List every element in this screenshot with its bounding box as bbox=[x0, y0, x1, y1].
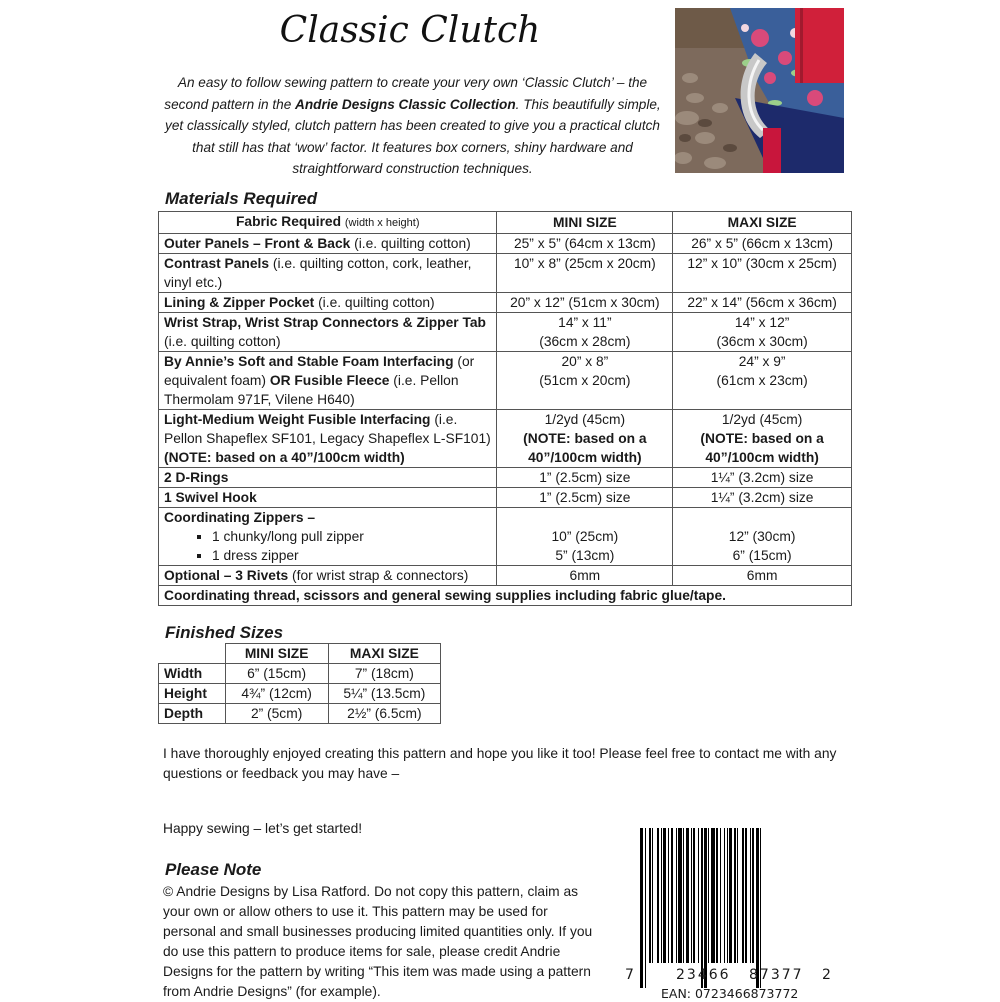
mini-value-line: 20” x 8” bbox=[561, 354, 609, 369]
fabric-required-header bbox=[159, 212, 497, 234]
material-name: 1 Swivel Hook bbox=[164, 490, 257, 505]
maxi-value: 1¼” (3.2cm) size bbox=[673, 488, 852, 508]
mini-value: 6” (15cm) bbox=[225, 664, 328, 684]
table-row bbox=[159, 684, 441, 704]
mini-value bbox=[497, 410, 673, 468]
material-description bbox=[159, 293, 497, 313]
finished-sizes-heading: Finished Sizes bbox=[165, 623, 284, 642]
mini-value-line: 5” (13cm) bbox=[555, 548, 615, 563]
mini-value-line: (36cm x 28cm) bbox=[539, 334, 631, 349]
material-description bbox=[159, 468, 497, 488]
material-name: 2 D-Rings bbox=[164, 470, 229, 485]
materials-header-row bbox=[159, 212, 852, 234]
table-row bbox=[159, 566, 852, 586]
barcode-icon bbox=[638, 828, 840, 988]
maxi-value: 12” x 10” (30cm x 25cm) bbox=[673, 254, 852, 293]
mini-value-line: 1/2yd (45cm) bbox=[544, 412, 626, 427]
list-item: ▪ 1 chunky/long pull zipper bbox=[212, 527, 491, 546]
list-item: ▪ 1 dress zipper bbox=[212, 546, 491, 565]
maxi-value: 6mm bbox=[673, 566, 852, 586]
happy-sewing-line: Happy sewing – let’s get started! bbox=[163, 821, 363, 836]
materials-table bbox=[158, 211, 852, 606]
material-name: Contrast Panels bbox=[164, 256, 270, 271]
intro-text-2: . This beautifully simple, yet classically styled, clutch pattern has been created to give you a practical clutch that still has that ‘wow’ factor. It features box corners, shiny hardware and straightforward construction techniques. bbox=[165, 96, 661, 176]
material-note: (for wrist strap & connectors) bbox=[288, 568, 469, 583]
material-description bbox=[159, 566, 497, 586]
table-row bbox=[159, 468, 852, 488]
mini-size-header: MINI SIZE bbox=[225, 644, 328, 664]
mini-value: 25” x 5” (64cm x 13cm) bbox=[497, 234, 673, 254]
maxi-value: 2½” (6.5cm) bbox=[328, 704, 440, 724]
dimension-label: Width bbox=[159, 664, 226, 684]
mini-value bbox=[497, 508, 673, 566]
maxi-value bbox=[673, 508, 852, 566]
maxi-width-note: (NOTE: based on a 40”/100cm width) bbox=[700, 431, 824, 465]
table-row bbox=[159, 313, 852, 352]
maxi-value: 5¼” (13.5cm) bbox=[328, 684, 440, 704]
maxi-value-line: (36cm x 30cm) bbox=[716, 334, 808, 349]
finished-header-row bbox=[159, 644, 441, 664]
copyright-note: © Andrie Designs by Lisa Ratford. Do not copy this pattern, claim as your own or allow others to use it. This pattern may be used for personal and small businesses producing limited quantities only. If you do use this pattern to produce items for sale, please credit Andrie Designs for the pattern by writing “This item was made using a pattern from Andrie Designs” (for example). bbox=[163, 884, 593, 999]
maxi-size-header: MAXI SIZE bbox=[673, 212, 852, 234]
mini-value: 1” (2.5cm) size bbox=[497, 468, 673, 488]
finished-sizes-table bbox=[158, 643, 441, 724]
materials-heading: Materials Required bbox=[165, 189, 318, 208]
mini-value: 6mm bbox=[497, 566, 673, 586]
intro-collection-name: Andrie Designs Classic Collection bbox=[295, 96, 516, 112]
barcode-digits-group-1: 23466 bbox=[676, 967, 731, 983]
please-note-heading: Please Note bbox=[165, 860, 262, 879]
barcode-digit-left: 7 bbox=[625, 967, 634, 983]
material-description bbox=[159, 508, 497, 566]
table-row bbox=[159, 488, 852, 508]
material-width-note: (NOTE: based on a 40”/100cm width) bbox=[164, 450, 405, 465]
table-row bbox=[159, 508, 852, 566]
page-title: Classic Clutch bbox=[279, 10, 541, 51]
mini-value-line: 14” x 11” bbox=[558, 315, 612, 330]
clutch-photo-illustration bbox=[675, 8, 844, 173]
maxi-value-line: (61cm x 23cm) bbox=[716, 373, 808, 388]
empty-header-cell bbox=[159, 644, 226, 664]
material-note: (or equivalent foam) bbox=[164, 354, 475, 388]
mini-value: 10” x 8” (25cm x 20cm) bbox=[497, 254, 673, 293]
material-description bbox=[159, 254, 497, 293]
product-photo bbox=[675, 8, 844, 173]
material-name: Outer Panels – Front & Back bbox=[164, 236, 351, 251]
maxi-size-header: MAXI SIZE bbox=[328, 644, 440, 664]
material-note: (i.e. quilting cotton, cork, leather, vinyl etc.) bbox=[164, 256, 472, 290]
table-row bbox=[159, 664, 441, 684]
table-row bbox=[159, 704, 441, 724]
material-description bbox=[159, 352, 497, 410]
material-name: By Annie’s Soft and Stable Foam Interfacing bbox=[164, 354, 454, 369]
closing-paragraph: I have thoroughly enjoyed creating this pattern and hope you like it too! Please feel free to contact me with any questions or feedback you may have – bbox=[163, 746, 837, 781]
mini-value-line: (51cm x 20cm) bbox=[539, 373, 631, 388]
fabric-required-note: (width x height) bbox=[344, 217, 420, 229]
maxi-value-line: 6” (15cm) bbox=[732, 548, 792, 563]
fabric-required-label: Fabric Required bbox=[236, 214, 342, 229]
zippers-label: Coordinating Zippers – bbox=[164, 510, 316, 525]
material-note-alt: (i.e. Pellon Thermolam 971F, Vilene H640) bbox=[164, 373, 459, 407]
maxi-value bbox=[673, 410, 852, 468]
dimension-label: Depth bbox=[159, 704, 226, 724]
table-row bbox=[159, 352, 852, 410]
general-supplies-note: Coordinating thread, scissors and general sewing supplies including fabric glue/tape. bbox=[159, 586, 852, 606]
maxi-value-line: 1/2yd (45cm) bbox=[721, 412, 803, 427]
mini-value bbox=[497, 313, 673, 352]
material-description bbox=[159, 313, 497, 352]
mini-value: 1” (2.5cm) size bbox=[497, 488, 673, 508]
material-note: (i.e. quilting cotton) bbox=[164, 334, 281, 349]
maxi-value-line: 12” (30cm) bbox=[728, 529, 796, 544]
mini-value: 20” x 12” (51cm x 30cm) bbox=[497, 293, 673, 313]
mini-value bbox=[497, 352, 673, 410]
material-note: (i.e. quilting cotton) bbox=[350, 236, 471, 251]
material-description bbox=[159, 234, 497, 254]
maxi-value-line: 24” x 9” bbox=[738, 354, 786, 369]
material-name: Optional – 3 Rivets bbox=[164, 568, 289, 583]
table-row bbox=[159, 293, 852, 313]
maxi-value bbox=[673, 313, 852, 352]
material-name-alt: OR Fusible Fleece bbox=[269, 373, 390, 388]
zipper-list bbox=[164, 527, 491, 565]
mini-value-line: 10” (25cm) bbox=[551, 529, 619, 544]
mini-width-note: (NOTE: based on a 40”/100cm width) bbox=[523, 431, 647, 465]
mini-value: 2” (5cm) bbox=[225, 704, 328, 724]
maxi-value bbox=[673, 352, 852, 410]
intro-text-1: An easy to follow sewing pattern to create your very own ‘Classic Clutch’ – the second pattern in the bbox=[164, 75, 648, 112]
mini-value: 4¾” (12cm) bbox=[225, 684, 328, 704]
barcode-digit-right: 2 bbox=[822, 967, 831, 983]
material-description bbox=[159, 488, 497, 508]
material-name: Light-Medium Weight Fusible Interfacing bbox=[164, 412, 431, 427]
table-row bbox=[159, 234, 852, 254]
material-note: (i.e. Pellon Shapeflex SF101, Legacy Shapeflex L-SF101) bbox=[164, 412, 491, 446]
intro-paragraph bbox=[160, 72, 665, 180]
barcode-digits-group-2: 87377 bbox=[749, 967, 804, 983]
material-name: Lining & Zipper Pocket bbox=[164, 295, 315, 310]
dimension-label: Height bbox=[159, 684, 226, 704]
maxi-value: 22” x 14” (56cm x 36cm) bbox=[673, 293, 852, 313]
maxi-value: 1¼” (3.2cm) size bbox=[673, 468, 852, 488]
table-row bbox=[159, 410, 852, 468]
table-row bbox=[159, 586, 852, 606]
maxi-value-line: 14” x 12” bbox=[734, 315, 790, 330]
maxi-value: 26” x 5” (66cm x 13cm) bbox=[673, 234, 852, 254]
material-note: (i.e. quilting cotton) bbox=[314, 295, 435, 310]
mini-size-header: MINI SIZE bbox=[497, 212, 673, 234]
material-description bbox=[159, 410, 497, 468]
maxi-value: 7” (18cm) bbox=[328, 664, 440, 684]
table-row bbox=[159, 254, 852, 293]
material-name: Wrist Strap, Wrist Strap Connectors & Zipper Tab bbox=[164, 315, 486, 330]
ean-number: EAN: 0723466873772 bbox=[661, 986, 799, 1001]
